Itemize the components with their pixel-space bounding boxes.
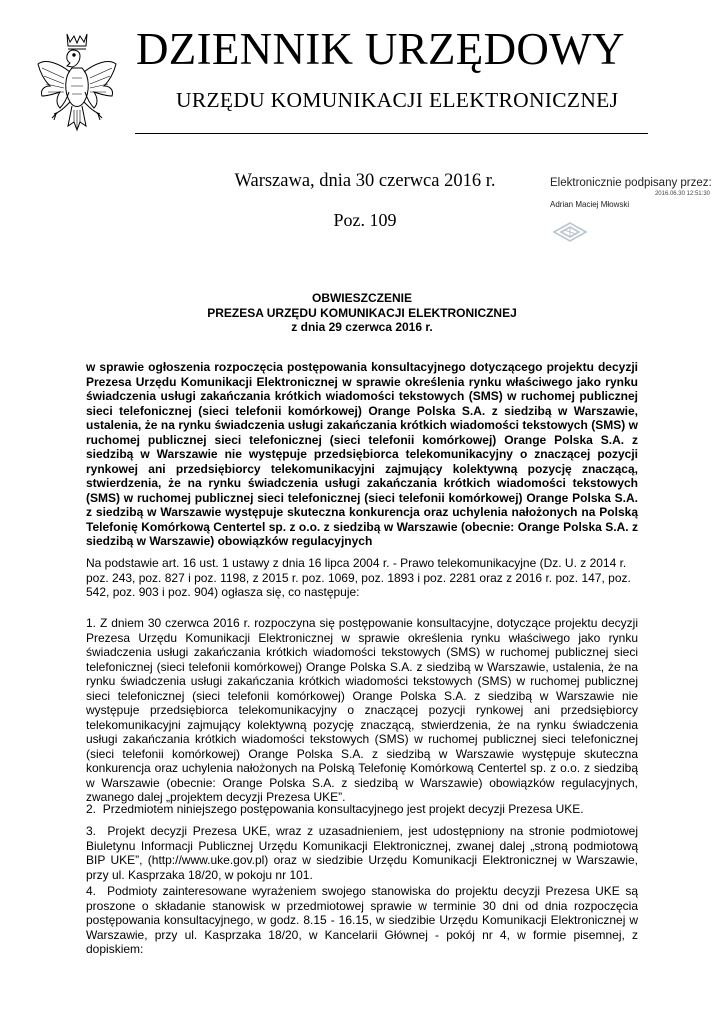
dateline: Warszawa, dnia 30 czerwca 2016 r. <box>234 171 496 191</box>
numbered-paragraph <box>86 802 638 817</box>
numbered-paragraph <box>86 824 638 882</box>
paragraph-text: Z dniem 30 czerwca 2016 r. rozpoczyna się postępowanie konsultacyjne, dotyczące projektu decyzji Prezesa Urzędu Komunikacji Elektronicznej w sprawie określenia rynku właściwego jako rynku świadczenia usługi zakańczania krótkich wiadomości tekstowych (SMS) w ruchomej publicznej sieci telefonicznej (sieci telefonii komórkowej) Orange Polska S.A. z siedzibą w Warszawie, ustalenia, że na rynku świadczenia usługi zakańczania krótkich wiadomości tekstowych (SMS) w ruchomej publicznej sieci telefonicznej (sieci telefonii komórkowej) Orange Polska S.A. z siedzibą w Warszawie nie występuje przedsiębiorca telekomunikacyjny o znaczącej pozycji rynkowej ani przedsiębiorcy telekomunikacyjni zajmujący kolektywną pozycję znaczącą, stwierdzenia, że na rynku świadczenia usługi zakańczania krótkich wiadomości tekstowych (SMS) w ruchomej publicznej sieci telefonicznej (sieci telefonii komórkowej) Orange Polska S.A. z siedzibą w Warszawie występuje skuteczna konkurencja oraz uchylenia nałożonych na Polską Telefonię Komórkową Centertel sp. z o.o. z siedzibą w Warszawie (obecnie: Orange Polska S.A. z siedzibą w Warszawie) obowiązków regulacyjnych, zwanego dalej „projektem decyzji Prezesa UKE”. <box>86 616 638 804</box>
paragraph-text: Przedmiotem niniejszego postępowania konsultacyjnego jest projekt decyzji Prezesa UKE. <box>102 802 584 816</box>
legal-basis-paragraph: Na podstawie art. 16 ust. 1 ustawy z dnia 16 lipca 2004 r. - Prawo telekomunikacyjne (Dz. U. z 2014 r. poz. 243, poz. 827 i poz. 1198, z 2015 r. poz. 1069, poz. 1893 i poz. 2281 oraz z 2016 r. poz. 147, poz. 542, poz. 903 i poz. 904) ogłasza się, co następuje: <box>86 556 631 599</box>
numbered-paragraph <box>86 616 638 805</box>
paragraph-text: Projekt decyzji Prezesa UKE, wraz z uzasadnieniem, jest udostępniony na stronie podmiotowej Biuletynu Informacji Publicznej Urzędu Komunikacji Elektronicznej, zwanej dalej „stroną podmiotową BIP UKE”, (http://www.uke.gov.pl) oraz w siedzibie Urzędu Komunikacji Elektronicznej w Warszawie, przy ul. Kasprzaka 18/20, w pokoju nr 101. <box>86 824 638 882</box>
paragraph-text: Podmioty zainteresowane wyrażeniem swojego stanowiska do projektu decyzji Prezesa UKE są proszone o składanie stanowisk w przedmiotowej sprawie w terminie 30 dni od dnia rozpoczęcia postępowania konsultacyjnego, w godz. 8.15 - 16.15, w siedzibie Urzędu Komunikacji Elektronicznej w Warszawie, przy ul. Kasprzaka 18/20, w Kancelarii Głównej - pokój nr 4, w formie pisemnej, z dopiskiem: <box>86 884 638 956</box>
numbered-paragraph <box>86 884 638 957</box>
signature-timestamp: 2016.06.30 12:51:30 <box>654 191 710 197</box>
position-number: Poz. 109 <box>333 210 397 230</box>
signature-signer: Adrian Maciej Młowski <box>550 200 630 209</box>
journal-title: DZIENNIK URZĘDOWY <box>136 24 625 74</box>
issuer-heading: PREZESA URZĘDU KOMUNIKACJI ELEKTRONICZNEJ <box>207 305 517 320</box>
subject-paragraph: w sprawie ogłoszenia rozpoczęcia postępowania konsultacyjnego dotyczącego projektu decyzji Prezesa Urzędu Komunikacji Elektronicznej w sprawie określenia rynku właściwego jako rynku świadczenia usługi zakańczania krótkich wiadomości tekstowych (SMS) w ruchomej publicznej sieci telefonicznej (sieci telefonii komórkowej) Orange Polska S.A. z siedzibą w Warszawie, ustalenia, że na rynku świadczenia usługi zakańczania krótkich wiadomości tekstowych (SMS) w ruchomej publicznej sieci telefonicznej (sieci telefonii komórkowej) Orange Polska S.A. z siedzibą w Warszawie nie występuje przedsiębiorca telekomunikacyjny o znaczącej pozycji rynkowej ani przedsiębiorcy telekomunikacyjni zajmujący kolektywną pozycję znaczącą, stwierdzenia, że na rynku świadczenia usługi zakańczania krótkich wiadomości tekstowych (SMS) w ruchomej publicznej sieci telefonicznej (sieci telefonii komórkowej) Orange Polska S.A. z siedzibą w Warszawie występuje skuteczna konkurencja oraz uchylenia nałożonych na Polską Telefonię Komórkową Centertel sp. z o.o. z siedzibą w Warszawie (obecnie: Orange Polska S.A. z siedzibą w Warszawie) obowiązków regulacyjnych <box>86 360 638 548</box>
paragraph-number: 2. <box>86 802 97 816</box>
paragraph-number: 1. <box>86 616 97 630</box>
signature-stamp-icon <box>552 220 588 244</box>
header-divider <box>135 133 648 134</box>
journal-subtitle: URZĘDU KOMUNIKACJI ELEKTRONICZNEJ <box>176 88 619 112</box>
document-type-heading: OBWIESZCZENIE <box>311 291 412 305</box>
issue-date-heading: z dnia 29 czerwca 2016 r. <box>291 320 433 334</box>
paragraph-number: 4. <box>86 884 97 898</box>
paragraph-number: 3. <box>86 824 97 838</box>
polish-eagle-emblem-icon <box>34 28 120 146</box>
signature-label: Elektronicznie podpisany przez: <box>550 177 712 189</box>
